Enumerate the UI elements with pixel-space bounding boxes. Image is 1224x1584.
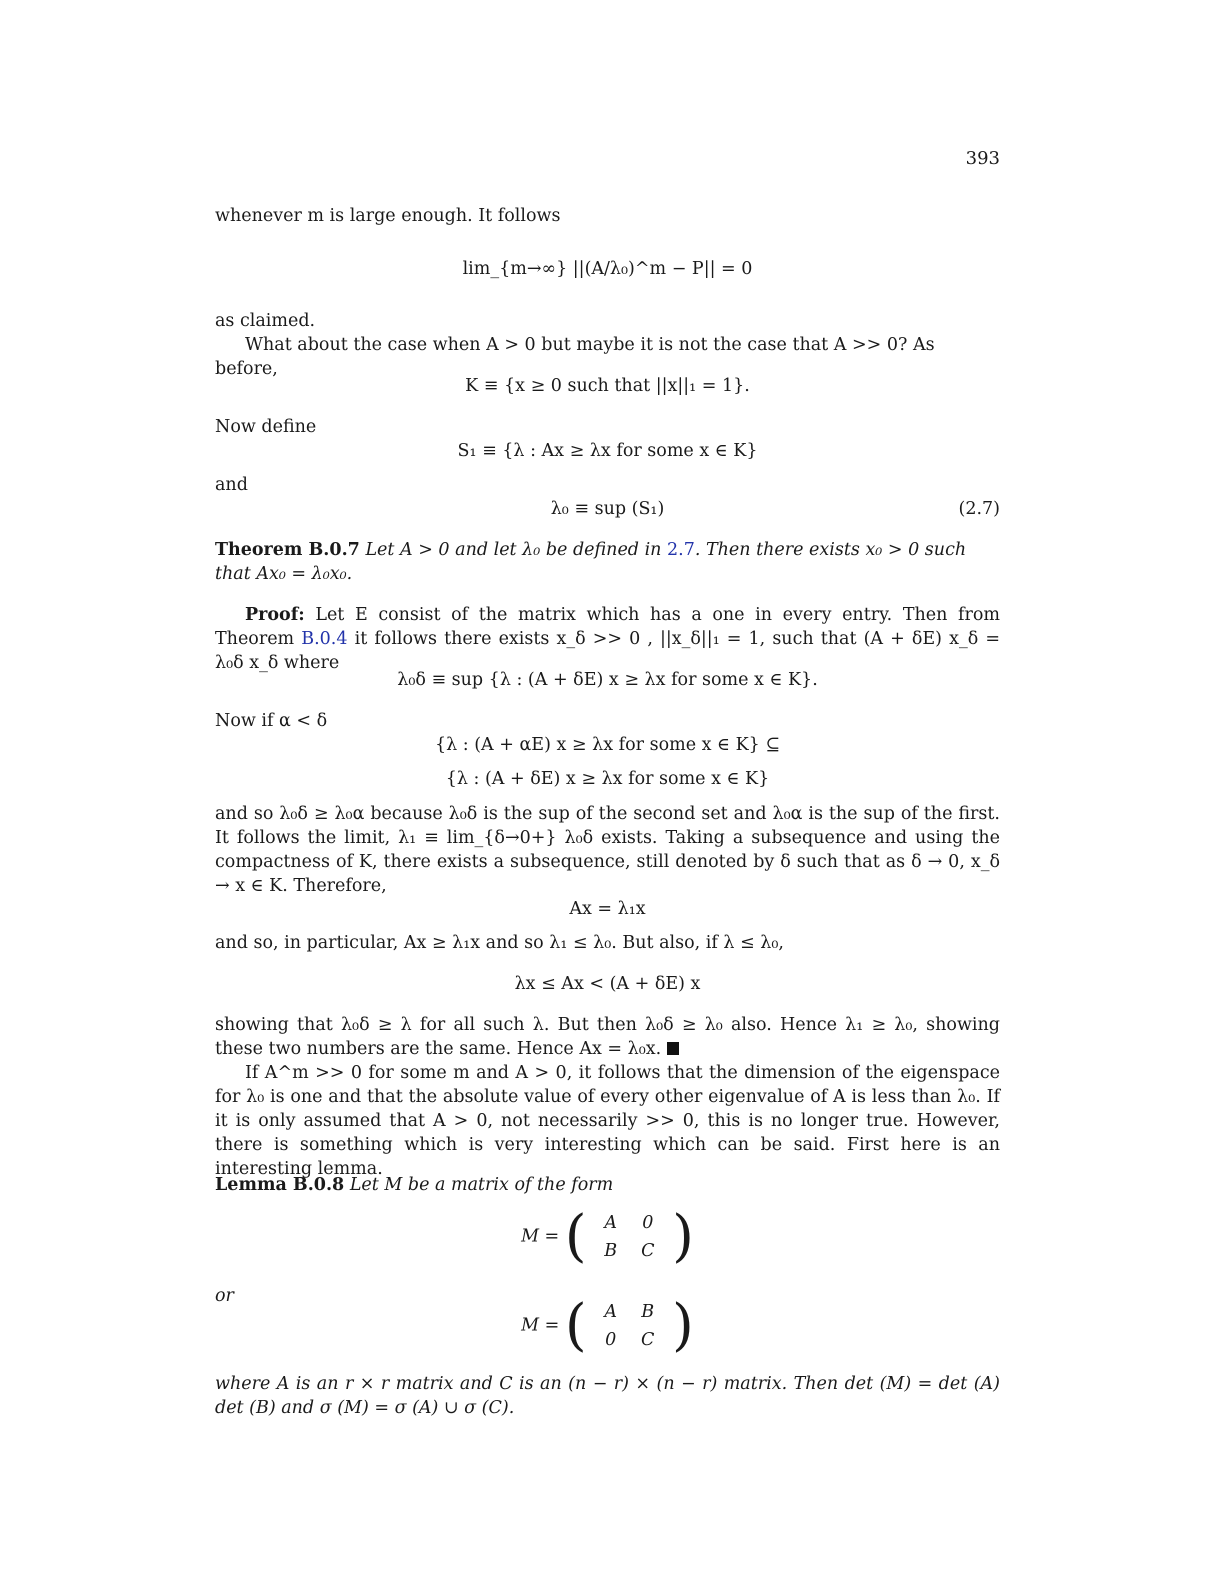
- paragraph: whenever m is large enough. It follows: [215, 206, 561, 226]
- theorem-text: . Then there exists x₀ > 0 such that Ax₀ = λ₀x₀.: [215, 540, 967, 584]
- paragraph: or: [215, 1286, 234, 1306]
- equation-subset-line2: {λ : (A + δE) x ≥ λx for some x ∈ K}: [445, 769, 770, 789]
- equation-inequality: λx ≤ Ax < (A + δE) x: [514, 974, 701, 994]
- matrix: [592, 1298, 666, 1354]
- paragraph-text: showing that λ₀δ ≥ λ for all such λ. But then λ₀δ ≥ λ₀ also. Hence λ₁ ≥ λ₀, showing these two numbers are the same. Hence Ax = λ₀x.: [215, 1015, 1000, 1059]
- right-paren: ): [672, 1204, 694, 1269]
- theorem-reference-link[interactable]: B.0.4: [301, 629, 348, 649]
- left-paren: (: [564, 1204, 587, 1269]
- matrix-label: M =: [521, 1315, 560, 1336]
- qed-symbol: [667, 1042, 679, 1055]
- matrix-cell: 0: [605, 1330, 617, 1350]
- theorem-equation-link[interactable]: 2.7: [667, 540, 695, 560]
- matrix-label: M =: [521, 1226, 560, 1247]
- equation-subset-line1: {λ : (A + αE) x ≥ λx for some x ∈ K} ⊆: [434, 735, 781, 755]
- equation-text: λ₀ ≡ sup (S₁): [550, 499, 665, 519]
- theorem-text: Let A > 0 and let λ₀ be defined in: [365, 540, 662, 560]
- paragraph: and so, in particular, Ax ≥ λ₁x and so λ₁ ≤ λ₀. But also, if λ ≤ λ₀,: [215, 933, 784, 953]
- proof-text: it follows there exists x_δ >> 0 , ||x_δ||₁ = 1, such that (A + δE) x_δ = λ₀δ x_δ where: [215, 629, 1000, 673]
- proof: [215, 603, 1000, 675]
- matrix-cell: B: [641, 1302, 655, 1322]
- lemma: [215, 1173, 1000, 1197]
- proof-label: Proof:: [245, 605, 305, 625]
- lemma-text: Let M be a matrix of the form: [349, 1175, 614, 1195]
- equation-K: K ≡ {x ≥ 0 such that ||x||₁ = 1}.: [465, 376, 750, 396]
- paragraph: If A^m >> 0 for some m and A > 0, it follows that the dimension of the eigenspace for λ₀ is one and that the absolute value of every other eigenvalue of A is less than λ₀. If it is only assumed that A > 0, not necessarily >> 0, this is no longer true. However, there is something which is very interesting which can be said. First here is an interesting lemma.: [215, 1063, 1000, 1179]
- page-number: 393: [965, 148, 1000, 169]
- paragraph: as claimed.: [215, 311, 316, 331]
- equation-lambda0: [215, 497, 1000, 521]
- matrix-cell: A: [604, 1213, 617, 1233]
- paragraph: What about the case when A > 0 but maybe it is not the case that A >> 0? As before,: [215, 335, 935, 379]
- theorem-label: Theorem B.0.7: [215, 540, 360, 560]
- right-paren: ): [671, 1293, 694, 1358]
- proof-text: Let E consist of the matrix which has a one in every entry. Then from Theorem: [215, 605, 1000, 649]
- equation-S1: S₁ ≡ {λ : Ax ≥ λx for some x ∈ K}: [457, 441, 758, 461]
- theorem: [215, 538, 1000, 586]
- matrix-cell: C: [640, 1330, 655, 1350]
- matrix-cell: 0: [642, 1213, 654, 1233]
- paragraph: and: [215, 475, 248, 495]
- matrix-equation-1: [215, 1204, 1000, 1269]
- lemma-label: Lemma B.0.8: [215, 1175, 345, 1195]
- matrix: [592, 1209, 666, 1265]
- equation-number: (2.7): [958, 499, 1000, 519]
- equation-lambda0delta: λ₀δ ≡ sup {λ : (A + δE) x ≥ λx for some x ∈ K}.: [397, 670, 818, 690]
- paragraph: where A is an r × r matrix and C is an (n − r) × (n − r) matrix. Then det (M) = det (A) det (B) and σ (M) = σ (A) ∪ σ (C).: [215, 1374, 1000, 1418]
- matrix-cell: C: [641, 1241, 655, 1261]
- equation-limit: lim_{m→∞} ||(A/λ₀)^m − P|| = 0: [462, 259, 753, 279]
- left-paren: (: [564, 1293, 587, 1358]
- paragraph: [215, 1013, 1000, 1061]
- paragraph: and so λ₀δ ≥ λ₀α because λ₀δ is the sup of the second set and λ₀α is the sup of the first. It follows the limit, λ₁ ≡ lim_{δ→0+} λ₀δ exists. Taking a subsequence and using the compactness of K, there exists a subsequence, still denoted by δ such that as δ → 0, x_δ → x ∈ K. Therefore,: [215, 804, 1000, 896]
- matrix-cell: B: [604, 1241, 618, 1261]
- paragraph: Now define: [215, 417, 317, 437]
- equation-Ax: Ax = λ₁x: [569, 899, 646, 919]
- paragraph: Now if α < δ: [215, 711, 328, 731]
- matrix-cell: A: [604, 1302, 617, 1322]
